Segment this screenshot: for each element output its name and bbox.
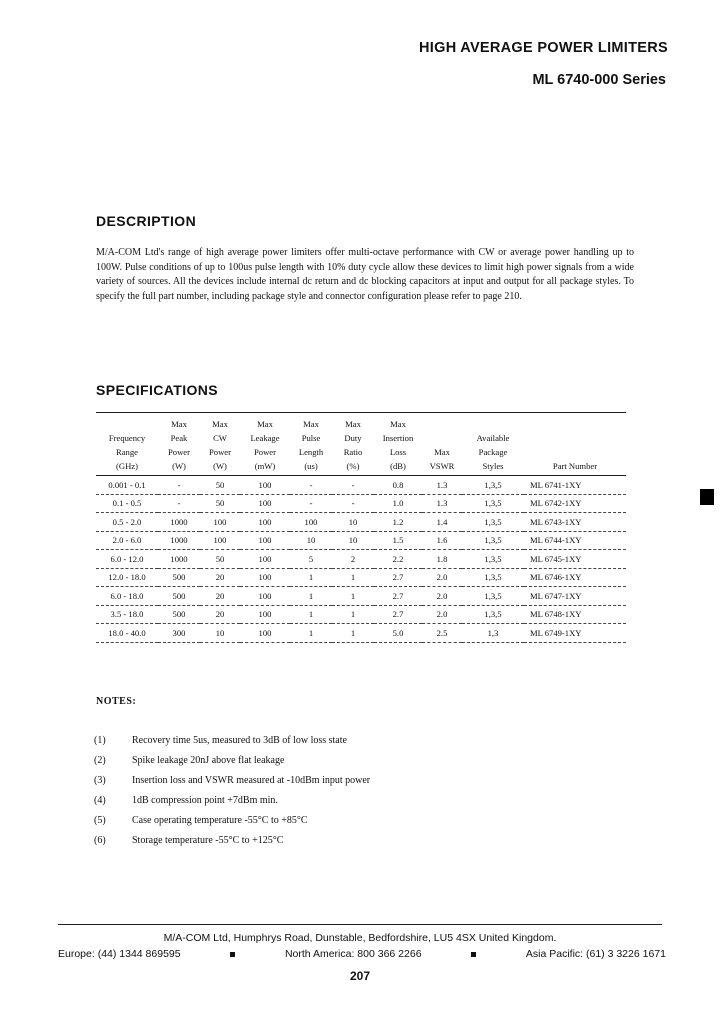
part-number-cell: ML 6744-1XY	[524, 531, 626, 550]
part-number-cell: ML 6745-1XY	[524, 550, 626, 569]
column-header-line: Length	[298, 447, 324, 457]
column-header-line: (W)	[213, 461, 227, 471]
column-header	[332, 413, 374, 476]
note-number: (5)	[94, 815, 106, 826]
table-header-row	[96, 413, 626, 476]
table-cell: 1.3	[422, 494, 462, 513]
table-cell: 10	[290, 531, 332, 550]
table-cell: 100	[290, 513, 332, 532]
note-item	[94, 814, 514, 834]
table-cell: 5	[290, 550, 332, 569]
table-cell: 1.2	[374, 513, 422, 532]
part-number-cell: ML 6742-1XY	[524, 494, 626, 513]
table-cell: 1,3,5	[462, 550, 524, 569]
notes-heading: NOTES:	[96, 696, 137, 707]
notes-list	[94, 734, 514, 854]
table-row	[96, 531, 626, 550]
note-number: (2)	[94, 755, 106, 766]
table-cell: 1.5	[374, 531, 422, 550]
column-header-line: Insertion	[382, 433, 414, 443]
table-cell: 1	[332, 568, 374, 587]
table-cell: 100	[240, 624, 290, 643]
column-header-line: Max	[171, 419, 187, 429]
specifications-heading: SPECIFICATIONS	[96, 382, 219, 398]
column-header-line: Duty	[344, 433, 362, 443]
table-cell: -	[332, 476, 374, 495]
table-cell: 2.7	[374, 605, 422, 624]
table-cell: 6.0 - 12.0	[96, 550, 158, 569]
description-heading: DESCRIPTION	[96, 213, 197, 229]
table-cell: 0.8	[374, 476, 422, 495]
table-cell: 5.0	[374, 624, 422, 643]
table-row	[96, 513, 626, 532]
table-cell: 6.0 - 18.0	[96, 587, 158, 606]
note-number: (3)	[94, 775, 106, 786]
table-cell: 0.1 - 0.5	[96, 494, 158, 513]
table-cell: 500	[158, 587, 200, 606]
table-cell: -	[158, 494, 200, 513]
column-header-line: Max	[303, 419, 319, 429]
column-header-line: Max	[390, 419, 406, 429]
table-cell: 500	[158, 605, 200, 624]
table-cell: 2.5	[422, 624, 462, 643]
column-header	[290, 413, 332, 476]
table-cell: 2.0	[422, 587, 462, 606]
table-row	[96, 568, 626, 587]
table-cell: 1,3,5	[462, 568, 524, 587]
table-cell: 100	[240, 550, 290, 569]
column-header-line: Loss	[389, 447, 407, 457]
table-cell: 18.0 - 40.0	[96, 624, 158, 643]
column-header	[462, 413, 524, 476]
column-header-line: Power	[168, 447, 190, 457]
table-cell: -	[290, 476, 332, 495]
contact-north-america: North America: 800 366 2266	[284, 948, 422, 960]
table-cell: 0.5 - 2.0	[96, 513, 158, 532]
column-header-line: Max	[257, 419, 273, 429]
table-row	[96, 476, 626, 495]
column-header-line: Leakage	[250, 433, 280, 443]
column-header-line: Max	[434, 447, 450, 457]
table-cell: -	[290, 494, 332, 513]
column-header-line: Frequency	[108, 433, 146, 443]
table-cell: 20	[200, 568, 240, 587]
part-number-cell: ML 6746-1XY	[524, 568, 626, 587]
table-row	[96, 624, 626, 643]
column-header-line: Available	[476, 433, 510, 443]
table-cell: 50	[200, 550, 240, 569]
note-number: (6)	[94, 835, 106, 846]
table-row	[96, 605, 626, 624]
column-header-line: Ratio	[343, 447, 363, 457]
table-cell: 12.0 - 18.0	[96, 568, 158, 587]
table-cell: 1	[332, 587, 374, 606]
table-cell: 1	[290, 605, 332, 624]
table-cell: 1,3,5	[462, 605, 524, 624]
document-title: HIGH AVERAGE POWER LIMITERS	[419, 40, 668, 56]
column-header	[524, 413, 626, 476]
note-item	[94, 834, 514, 854]
note-item	[94, 734, 514, 754]
table-cell: 100	[240, 568, 290, 587]
note-text: 1dB compression point +7dBm min.	[132, 795, 278, 806]
column-header-line: Range	[116, 447, 138, 457]
column-header-line: Max	[212, 419, 228, 429]
table-cell: 1.4	[422, 513, 462, 532]
table-cell: 20	[200, 587, 240, 606]
table-row	[96, 550, 626, 569]
note-number: (1)	[94, 735, 106, 746]
table-cell: 50	[200, 494, 240, 513]
table-cell: 1.8	[422, 550, 462, 569]
table-cell: 2.0	[422, 568, 462, 587]
column-header	[200, 413, 240, 476]
table-cell: 1	[290, 587, 332, 606]
column-header	[422, 413, 462, 476]
column-header-line: Styles	[482, 461, 504, 471]
table-cell: 2.7	[374, 587, 422, 606]
table-cell: 2.2	[374, 550, 422, 569]
part-number-cell: ML 6749-1XY	[524, 624, 626, 643]
table-row	[96, 587, 626, 606]
column-header-line: Part Number	[552, 461, 598, 471]
column-header-line: VSWR	[429, 461, 455, 471]
table-cell: 500	[158, 568, 200, 587]
note-text: Recovery time 5us, measured to 3dB of low loss state	[132, 735, 347, 746]
contact-europe: Europe: (44) 1344 869595	[58, 948, 181, 960]
table-cell: 1.3	[422, 476, 462, 495]
table-cell: 50	[200, 476, 240, 495]
column-header	[158, 413, 200, 476]
table-cell: 100	[200, 531, 240, 550]
table-cell: 100	[240, 587, 290, 606]
column-header	[374, 413, 422, 476]
column-header-line: (%)	[346, 461, 360, 471]
table-cell: 2.0	[422, 605, 462, 624]
table-cell: 1000	[158, 531, 200, 550]
column-header-line: (W)	[172, 461, 186, 471]
table-cell: 1	[332, 624, 374, 643]
table-cell: 1	[332, 605, 374, 624]
column-header-line: Package	[478, 447, 508, 457]
table-cell: 1,3,5	[462, 513, 524, 532]
note-text: Spike leakage 20nJ above flat leakage	[132, 755, 285, 766]
page-number: 207	[349, 969, 371, 983]
table-cell: 1,3	[462, 624, 524, 643]
footer-contacts	[58, 948, 666, 960]
series-name: ML 6740-000 Series	[532, 72, 666, 88]
table-cell: 100	[240, 605, 290, 624]
table-cell: 300	[158, 624, 200, 643]
note-text: Storage temperature -55°C to +125°C	[132, 835, 284, 846]
section-tab-marker	[700, 489, 714, 505]
table-cell: 1	[290, 568, 332, 587]
note-text: Case operating temperature -55°C to +85°C	[132, 815, 308, 826]
table-cell: 1	[290, 624, 332, 643]
note-number: (4)	[94, 795, 106, 806]
specifications-table	[96, 412, 626, 643]
table-cell: 20	[200, 605, 240, 624]
table-cell: 1.6	[422, 531, 462, 550]
table-cell: 100	[240, 494, 290, 513]
table-cell: 1,3,5	[462, 587, 524, 606]
note-item	[94, 754, 514, 774]
table-cell: 100	[200, 513, 240, 532]
column-header-line: (us)	[304, 461, 318, 471]
footer-address: M/A-COM Ltd, Humphrys Road, Dunstable, Bedfordshire, LU5 4SX United Kingdom.	[163, 932, 557, 944]
part-number-cell: ML 6741-1XY	[524, 476, 626, 495]
table-cell: 10	[332, 513, 374, 532]
part-number-cell: ML 6747-1XY	[524, 587, 626, 606]
column-header-line: (GHz)	[116, 461, 138, 471]
table-cell: 1,3,5	[462, 494, 524, 513]
table-cell: 100	[240, 476, 290, 495]
table-cell: 0.001 - 0.1	[96, 476, 158, 495]
column-header-line: Max	[345, 419, 361, 429]
table-row	[96, 494, 626, 513]
bullet-separator	[230, 952, 235, 957]
contact-asia-pacific: Asia Pacific: (61) 3 3226 1671	[525, 948, 666, 960]
description-text: M/A-COM Ltd's range of high average power limiters offer multi-octave performance with CW or average power handling up to 100W. Pulse conditions of up to 100us pulse length with 10% duty cycle allow these devices to limit high power signals from a wide variety of sources. All the devices include internal dc return and dc blocking capacitors at input and output for all package styles. To specify the full part number, including package style and connector configuration please refer to page 210.	[96, 247, 634, 302]
table-cell: 100	[240, 513, 290, 532]
table-cell: 1,3,5	[462, 531, 524, 550]
table-cell: 1.0	[374, 494, 422, 513]
table-cell: 2.0 - 6.0	[96, 531, 158, 550]
table-cell: 2.7	[374, 568, 422, 587]
table-cell: 1,3,5	[462, 476, 524, 495]
column-header-line: (dB)	[390, 461, 406, 471]
table-cell: -	[158, 476, 200, 495]
table-cell: 1000	[158, 550, 200, 569]
column-header-line: Power	[209, 447, 231, 457]
column-header-line: CW	[213, 433, 227, 443]
table-cell: 10	[332, 531, 374, 550]
note-text: Insertion loss and VSWR measured at -10dBm input power	[132, 775, 371, 786]
part-number-cell: ML 6748-1XY	[524, 605, 626, 624]
column-header	[240, 413, 290, 476]
bullet-separator	[471, 952, 476, 957]
table-cell: 100	[240, 531, 290, 550]
column-header-line: Power	[254, 447, 276, 457]
column-header-line: (mW)	[254, 461, 276, 471]
table-cell: 2	[332, 550, 374, 569]
column-header-line: Pulse	[301, 433, 321, 443]
table-cell: 10	[200, 624, 240, 643]
footer-rule	[58, 924, 662, 925]
column-header	[96, 413, 158, 476]
note-item	[94, 774, 514, 794]
table-body	[96, 476, 626, 643]
note-item	[94, 794, 514, 814]
table-cell: -	[332, 494, 374, 513]
column-header-line: Peak	[170, 433, 188, 443]
part-number-cell: ML 6743-1XY	[524, 513, 626, 532]
table-cell: 1000	[158, 513, 200, 532]
table-cell: 3.5 - 18.0	[96, 605, 158, 624]
